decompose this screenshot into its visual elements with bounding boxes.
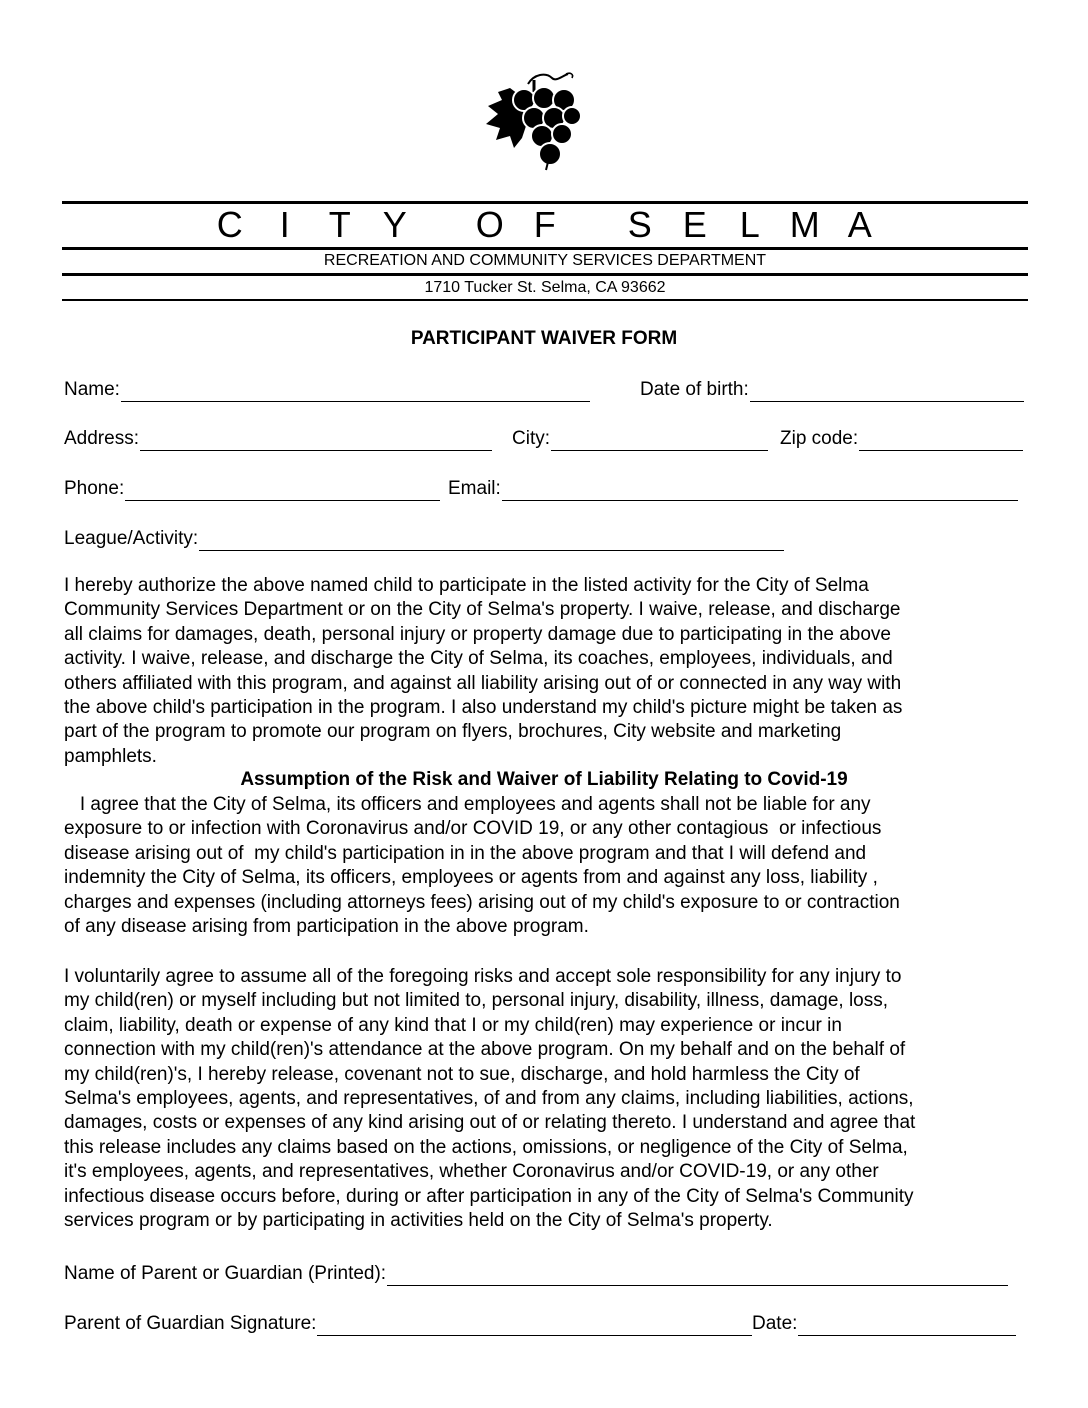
authorization-paragraph — [64, 574, 1024, 769]
city-field[interactable] — [512, 425, 768, 451]
phone-label: Phone: — [64, 478, 125, 499]
paragraph-line: disease arising out of my child's participation in in the above program and that I will defend and — [64, 842, 867, 864]
guardian-name-field[interactable] — [64, 1260, 1008, 1286]
covid-waiver-heading: Assumption of the Risk and Waiver of Liability Relating to Covid-19 — [240, 769, 848, 790]
covid-waiver-paragraph — [64, 793, 1024, 939]
grape-cluster-logo — [476, 66, 592, 174]
paragraph-line: the above child's participation in the program. I also understand my child's picture might be taken as — [64, 697, 903, 719]
header-rule-lower — [62, 273, 1028, 276]
paragraph-line: I voluntarily agree to assume all of the foregoing risks and accept sole responsibility for any injury to — [64, 966, 902, 987]
email-input-line[interactable] — [502, 481, 1018, 501]
title-letter: S — [627, 204, 653, 245]
guardian-signature-field[interactable] — [64, 1310, 752, 1336]
zip-label: Zip code: — [780, 428, 859, 449]
email-label: Email: — [448, 478, 501, 499]
paragraph-line: Selma's employees, agents, and representatives, of and from any claims, including liabilities, actions, — [64, 1088, 914, 1110]
title-letter: C — [216, 204, 244, 245]
paragraph-line: this release includes any claims based on the actions, omissions, or negligence of the City of Selma, — [64, 1136, 908, 1158]
name-label: Name: — [64, 379, 120, 400]
address-field[interactable] — [64, 425, 492, 451]
signature-date-input-line[interactable] — [798, 1316, 1016, 1336]
paragraph-line: exposure to or infection with Coronavirus and/or COVID 19, or any other contagious or infectious — [64, 818, 882, 840]
paragraph-line: I hereby authorize the above named child to participate in the listed activity for the City of Selma — [64, 575, 869, 596]
city-of-selma-title — [62, 204, 1028, 246]
paragraph-line: of any disease arising from participation in the above program. — [64, 916, 589, 938]
paragraph-line: claim, liability, death or expense of any kind that I or my child(ren) may experience or incur in — [64, 1014, 842, 1036]
phone-input-line[interactable] — [125, 481, 440, 501]
paragraph-line: damages, costs or expenses of any kind arising out of or relating thereto. I understand and agree that — [64, 1112, 916, 1134]
department-address: 1710 Tucker St. Selma, CA 93662 — [424, 279, 666, 296]
title-letter: E — [682, 204, 708, 245]
guardian-signature-label: Parent of Guardian Signature: — [64, 1313, 317, 1334]
paragraph-line: I agree that the City of Selma, its officers and employees and agents shall not be liable for any — [64, 794, 871, 815]
zip-field[interactable] — [780, 425, 1023, 451]
form-title: PARTICIPANT WAIVER FORM — [410, 328, 678, 349]
header-rule-bottom — [62, 299, 1028, 301]
email-field[interactable] — [448, 475, 1018, 501]
paragraph-line: charges and expenses (including attorneys fees) arising out of my child's exposure to or contraction — [64, 891, 900, 913]
paragraph-line: my child(ren)'s, I hereby release, covenant not to sue, discharge, and hold harmless the City of — [64, 1063, 860, 1085]
league-activity-label: League/Activity: — [64, 528, 199, 549]
address-input-line[interactable] — [140, 431, 492, 451]
city-input-line[interactable] — [551, 431, 768, 451]
title-letter: A — [847, 204, 873, 245]
paragraph-line: part of the program to promote our program on flyers, brochures, City website and marketing — [64, 721, 842, 743]
league-activity-input-line[interactable] — [199, 531, 784, 551]
guardian-name-input-line[interactable] — [387, 1266, 1008, 1286]
dob-label: Date of birth: — [640, 379, 749, 400]
paragraph-line: all claims for damages, death, personal injury or property damage due to participating in the above — [64, 623, 891, 645]
city-label: City: — [512, 428, 550, 449]
title-letter: T — [328, 204, 352, 245]
title-letter: O — [475, 204, 505, 245]
paragraph-line: it's employees, agents, and representatives, whether Coronavirus and/or COVID-19, or any other — [64, 1161, 879, 1183]
dob-input-line[interactable] — [750, 382, 1024, 402]
title-letter: I — [279, 204, 291, 245]
paragraph-line: infectious disease occurs before, during or after participation in any of the City of Selma's Community — [64, 1185, 914, 1207]
paragraph-line: pamphlets. — [64, 745, 157, 767]
name-input-line[interactable] — [121, 382, 590, 402]
paragraph-line: indemnity the City of Selma, its officers, employees or agents from and against any loss, liability , — [64, 867, 878, 889]
guardian-name-label: Name of Parent or Guardian (Printed): — [64, 1263, 387, 1284]
name-field[interactable] — [64, 376, 590, 402]
paragraph-line: activity. I waive, release, and discharge the City of Selma, its coaches, employees, individuals, and — [64, 648, 893, 670]
zip-input-line[interactable] — [859, 431, 1023, 451]
assumption-of-risk-paragraph — [64, 965, 1024, 1233]
paragraph-line: connection with my child(ren)'s attendance at the above program. On my behalf and on the behalf of — [64, 1039, 906, 1061]
guardian-signature-input-line[interactable] — [317, 1316, 752, 1336]
paragraph-line: my child(ren) or myself including but not limited to, personal injury, disability, illness, damage, loss, — [64, 990, 889, 1012]
title-letter: F — [533, 204, 557, 245]
department-name: RECREATION AND COMMUNITY SERVICES DEPARTMENT — [323, 252, 767, 269]
address-label: Address: — [64, 428, 139, 449]
league-activity-field[interactable] — [64, 525, 784, 551]
title-letter: M — [789, 204, 821, 245]
title-letter: Y — [382, 204, 408, 245]
paragraph-line: Community Services Department or on the City of Selma's property. I waive, release, and discharge — [64, 599, 901, 621]
paragraph-line: services program or by participating in activities held on the City of Selma's property. — [64, 1210, 773, 1232]
phone-field[interactable] — [64, 475, 440, 501]
signature-date-field[interactable] — [752, 1310, 1016, 1336]
dob-field[interactable] — [640, 376, 1024, 402]
paragraph-line: others affiliated with this program, and against all liability arising out of or connected in any way with — [64, 672, 902, 694]
title-letter: L — [739, 204, 761, 245]
signature-date-label: Date: — [752, 1313, 798, 1334]
